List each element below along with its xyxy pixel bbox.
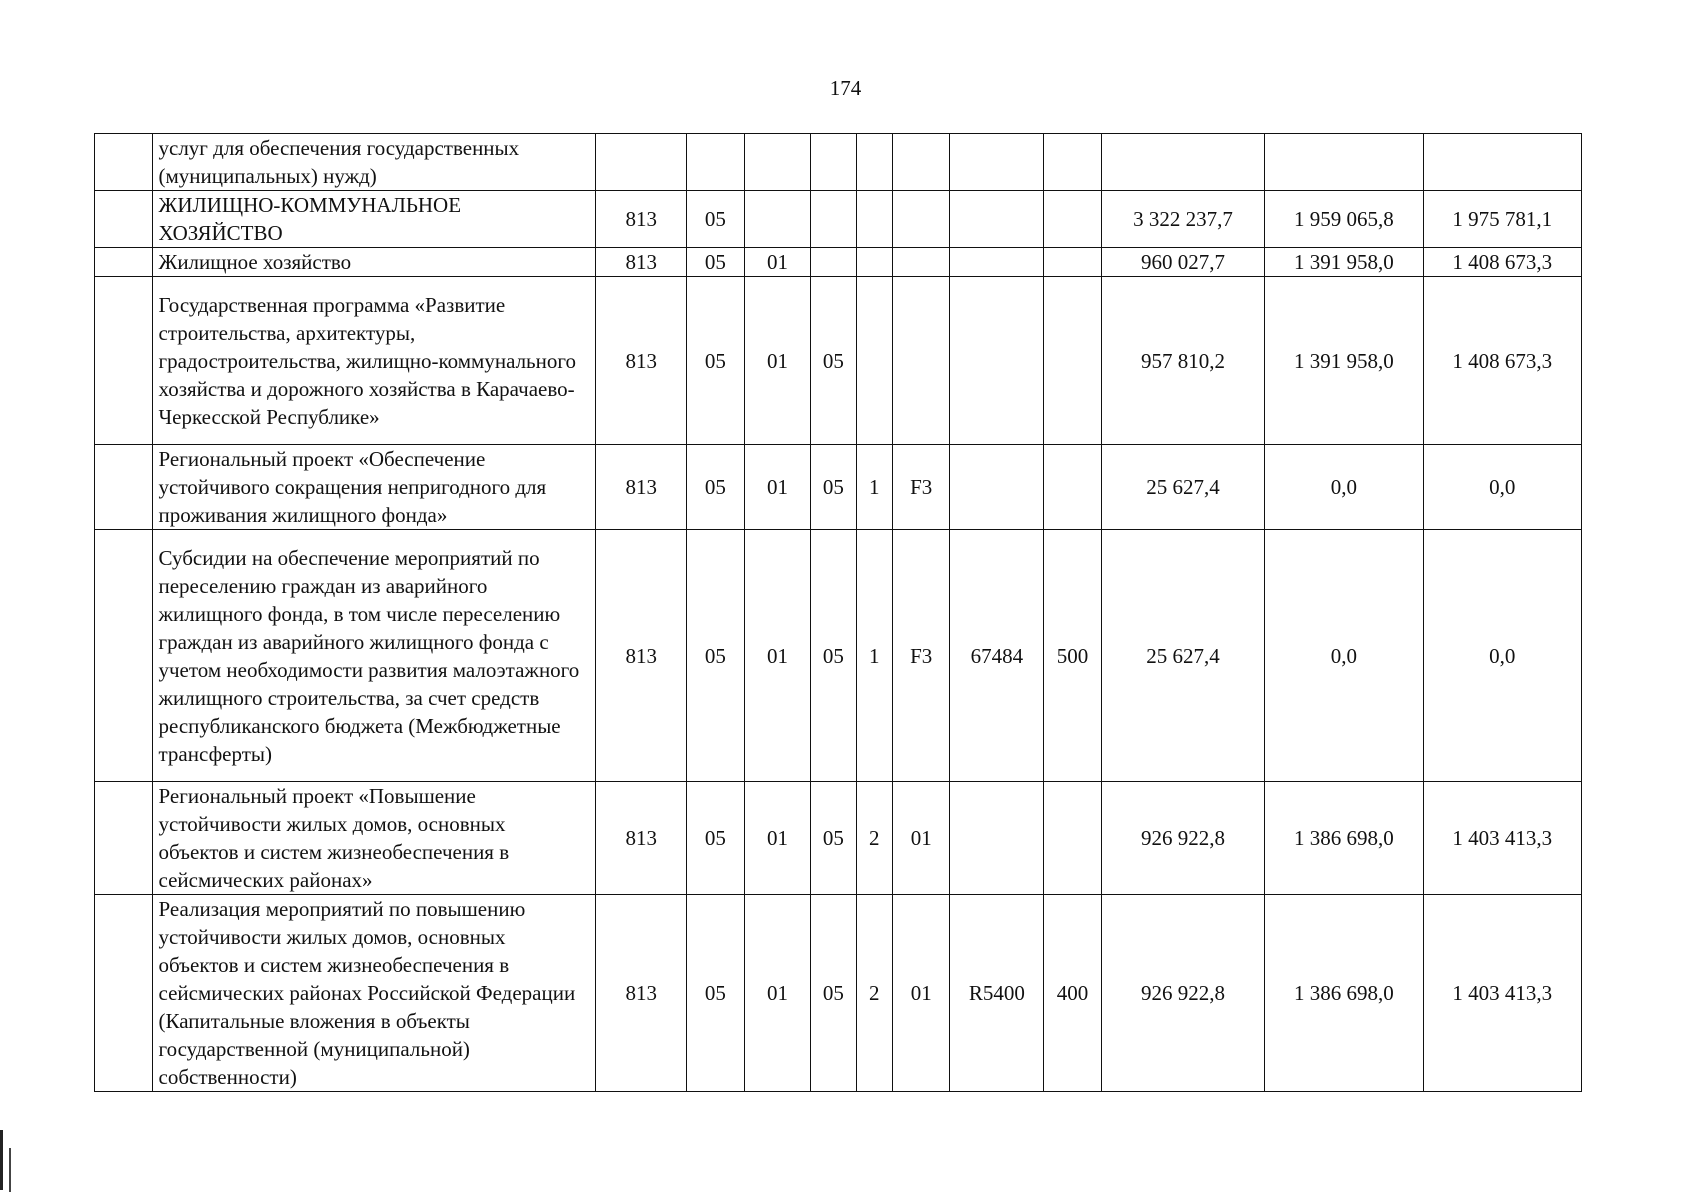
number-cell bbox=[95, 530, 153, 782]
direction-code-cell bbox=[950, 191, 1044, 248]
section-code-cell: 05 bbox=[687, 445, 745, 530]
amount-year1-cell: 926 922,8 bbox=[1101, 782, 1264, 895]
scan-edge-mark bbox=[9, 1148, 11, 1192]
section-code-cell: 05 bbox=[687, 277, 745, 445]
subsection-code-cell: 01 bbox=[744, 445, 811, 530]
expense-type-cell bbox=[1044, 782, 1102, 895]
expense-type-cell: 500 bbox=[1044, 530, 1102, 782]
direction-code-cell bbox=[950, 445, 1044, 530]
number-cell bbox=[95, 191, 153, 248]
ministry-code-cell: 813 bbox=[596, 191, 687, 248]
amount-year2-cell bbox=[1265, 134, 1423, 191]
name-cell: услуг для обеспечения государственных (муниципальных) нужд) bbox=[152, 134, 596, 191]
direction-code-cell: R5400 bbox=[950, 895, 1044, 1092]
program-code-cell bbox=[811, 191, 856, 248]
program-code-cell bbox=[811, 134, 856, 191]
direction-code-cell: 67484 bbox=[950, 530, 1044, 782]
project-code-cell bbox=[892, 277, 950, 445]
section-code-cell bbox=[687, 134, 745, 191]
amount-year1-cell: 25 627,4 bbox=[1101, 530, 1264, 782]
name-cell: Региональный проект «Повышение устойчивости жилых домов, основных объектов и систем жизнеобеспечения в сейсмических районах» bbox=[152, 782, 596, 895]
amount-year1-cell: 960 027,7 bbox=[1101, 248, 1264, 277]
project-code-cell bbox=[892, 191, 950, 248]
subsection-code-cell: 01 bbox=[744, 277, 811, 445]
expense-type-cell: 400 bbox=[1044, 895, 1102, 1092]
amount-year2-cell: 0,0 bbox=[1265, 530, 1423, 782]
ministry-code-cell: 813 bbox=[596, 445, 687, 530]
table-row bbox=[95, 530, 1582, 782]
amount-year1-cell: 3 322 237,7 bbox=[1101, 191, 1264, 248]
project-code-cell: 01 bbox=[892, 782, 950, 895]
expense-type-cell bbox=[1044, 248, 1102, 277]
amount-year2-cell: 1 386 698,0 bbox=[1265, 782, 1423, 895]
subsection-code-cell bbox=[744, 191, 811, 248]
project-code-cell: F3 bbox=[892, 530, 950, 782]
expense-type-cell bbox=[1044, 134, 1102, 191]
subprogram-code-cell: 2 bbox=[856, 782, 892, 895]
amount-year3-cell: 1 403 413,3 bbox=[1423, 782, 1581, 895]
amount-year2-cell: 1 386 698,0 bbox=[1265, 895, 1423, 1092]
section-code-cell: 05 bbox=[687, 895, 745, 1092]
amount-year3-cell: 1 403 413,3 bbox=[1423, 895, 1581, 1092]
ministry-code-cell: 813 bbox=[596, 895, 687, 1092]
name-cell: Жилищное хозяйство bbox=[152, 248, 596, 277]
amount-year2-cell: 1 391 958,0 bbox=[1265, 277, 1423, 445]
project-code-cell: F3 bbox=[892, 445, 950, 530]
amount-year2-cell: 0,0 bbox=[1265, 445, 1423, 530]
subprogram-code-cell: 1 bbox=[856, 445, 892, 530]
section-code-cell: 05 bbox=[687, 530, 745, 782]
name-cell: ЖИЛИЩНО-КОММУНАЛЬНОЕ ХОЗЯЙСТВО bbox=[152, 191, 596, 248]
subprogram-code-cell bbox=[856, 191, 892, 248]
subprogram-code-cell: 2 bbox=[856, 895, 892, 1092]
number-cell bbox=[95, 134, 153, 191]
number-cell bbox=[95, 445, 153, 530]
number-cell bbox=[95, 895, 153, 1092]
amount-year1-cell: 25 627,4 bbox=[1101, 445, 1264, 530]
subprogram-code-cell bbox=[856, 277, 892, 445]
project-code-cell bbox=[892, 134, 950, 191]
name-cell: Региональный проект «Обеспечение устойчивого сокращения непригодного для проживания жилищного фонда» bbox=[152, 445, 596, 530]
expense-type-cell bbox=[1044, 191, 1102, 248]
subprogram-code-cell: 1 bbox=[856, 530, 892, 782]
amount-year3-cell bbox=[1423, 134, 1581, 191]
page-number: 174 bbox=[829, 76, 862, 100]
name-cell: Государственная программа «Развитие строительства, архитектуры, градостроительства, жилищно-коммунального хозяйства и дорожного хозяйства в Карачаево-Черкесской Республике» bbox=[152, 277, 596, 445]
direction-code-cell bbox=[950, 277, 1044, 445]
ministry-code-cell: 813 bbox=[596, 530, 687, 782]
project-code-cell bbox=[892, 248, 950, 277]
program-code-cell: 05 bbox=[811, 895, 856, 1092]
project-code-cell: 01 bbox=[892, 895, 950, 1092]
scan-edge-mark bbox=[0, 1130, 3, 1190]
subsection-code-cell: 01 bbox=[744, 248, 811, 277]
direction-code-cell bbox=[950, 782, 1044, 895]
amount-year2-cell: 1 959 065,8 bbox=[1265, 191, 1423, 248]
program-code-cell: 05 bbox=[811, 277, 856, 445]
amount-year1-cell: 957 810,2 bbox=[1101, 277, 1264, 445]
subsection-code-cell bbox=[744, 134, 811, 191]
table-row bbox=[95, 782, 1582, 895]
subsection-code-cell: 01 bbox=[744, 530, 811, 782]
amount-year3-cell: 1 408 673,3 bbox=[1423, 248, 1581, 277]
direction-code-cell bbox=[950, 134, 1044, 191]
expense-type-cell bbox=[1044, 277, 1102, 445]
table-row bbox=[95, 895, 1582, 1092]
subprogram-code-cell bbox=[856, 248, 892, 277]
table-row bbox=[95, 134, 1582, 191]
expense-type-cell bbox=[1044, 445, 1102, 530]
table-row bbox=[95, 191, 1582, 248]
section-code-cell: 05 bbox=[687, 248, 745, 277]
subprogram-code-cell bbox=[856, 134, 892, 191]
name-cell: Реализация мероприятий по повышению устойчивости жилых домов, основных объектов и систем жизнеобеспечения в сейсмических районах Российской Федерации (Капитальные вложения в объекты государственной (муниципальной) собственности) bbox=[152, 895, 596, 1092]
ministry-code-cell: 813 bbox=[596, 782, 687, 895]
amount-year3-cell: 1 408 673,3 bbox=[1423, 277, 1581, 445]
budget-table bbox=[94, 133, 1582, 1092]
amount-year1-cell bbox=[1101, 134, 1264, 191]
name-cell: Субсидии на обеспечение мероприятий по переселению граждан из аварийного жилищного фонда, в том числе переселению граждан из аварийного жилищного фонда с учетом необходимости развития малоэтажного жилищного строительства, за счет средств республиканского бюджета (Межбюджетные трансферты) bbox=[152, 530, 596, 782]
direction-code-cell bbox=[950, 248, 1044, 277]
amount-year2-cell: 1 391 958,0 bbox=[1265, 248, 1423, 277]
subsection-code-cell: 01 bbox=[744, 895, 811, 1092]
program-code-cell bbox=[811, 248, 856, 277]
program-code-cell: 05 bbox=[811, 782, 856, 895]
number-cell bbox=[95, 782, 153, 895]
table-row bbox=[95, 277, 1582, 445]
number-cell bbox=[95, 277, 153, 445]
table-row bbox=[95, 445, 1582, 530]
ministry-code-cell: 813 bbox=[596, 277, 687, 445]
ministry-code-cell bbox=[596, 134, 687, 191]
section-code-cell: 05 bbox=[687, 782, 745, 895]
subsection-code-cell: 01 bbox=[744, 782, 811, 895]
program-code-cell: 05 bbox=[811, 445, 856, 530]
number-cell bbox=[95, 248, 153, 277]
amount-year3-cell: 0,0 bbox=[1423, 445, 1581, 530]
table-row bbox=[95, 248, 1582, 277]
section-code-cell: 05 bbox=[687, 191, 745, 248]
ministry-code-cell: 813 bbox=[596, 248, 687, 277]
amount-year3-cell: 0,0 bbox=[1423, 530, 1581, 782]
program-code-cell: 05 bbox=[811, 530, 856, 782]
amount-year3-cell: 1 975 781,1 bbox=[1423, 191, 1581, 248]
amount-year1-cell: 926 922,8 bbox=[1101, 895, 1264, 1092]
